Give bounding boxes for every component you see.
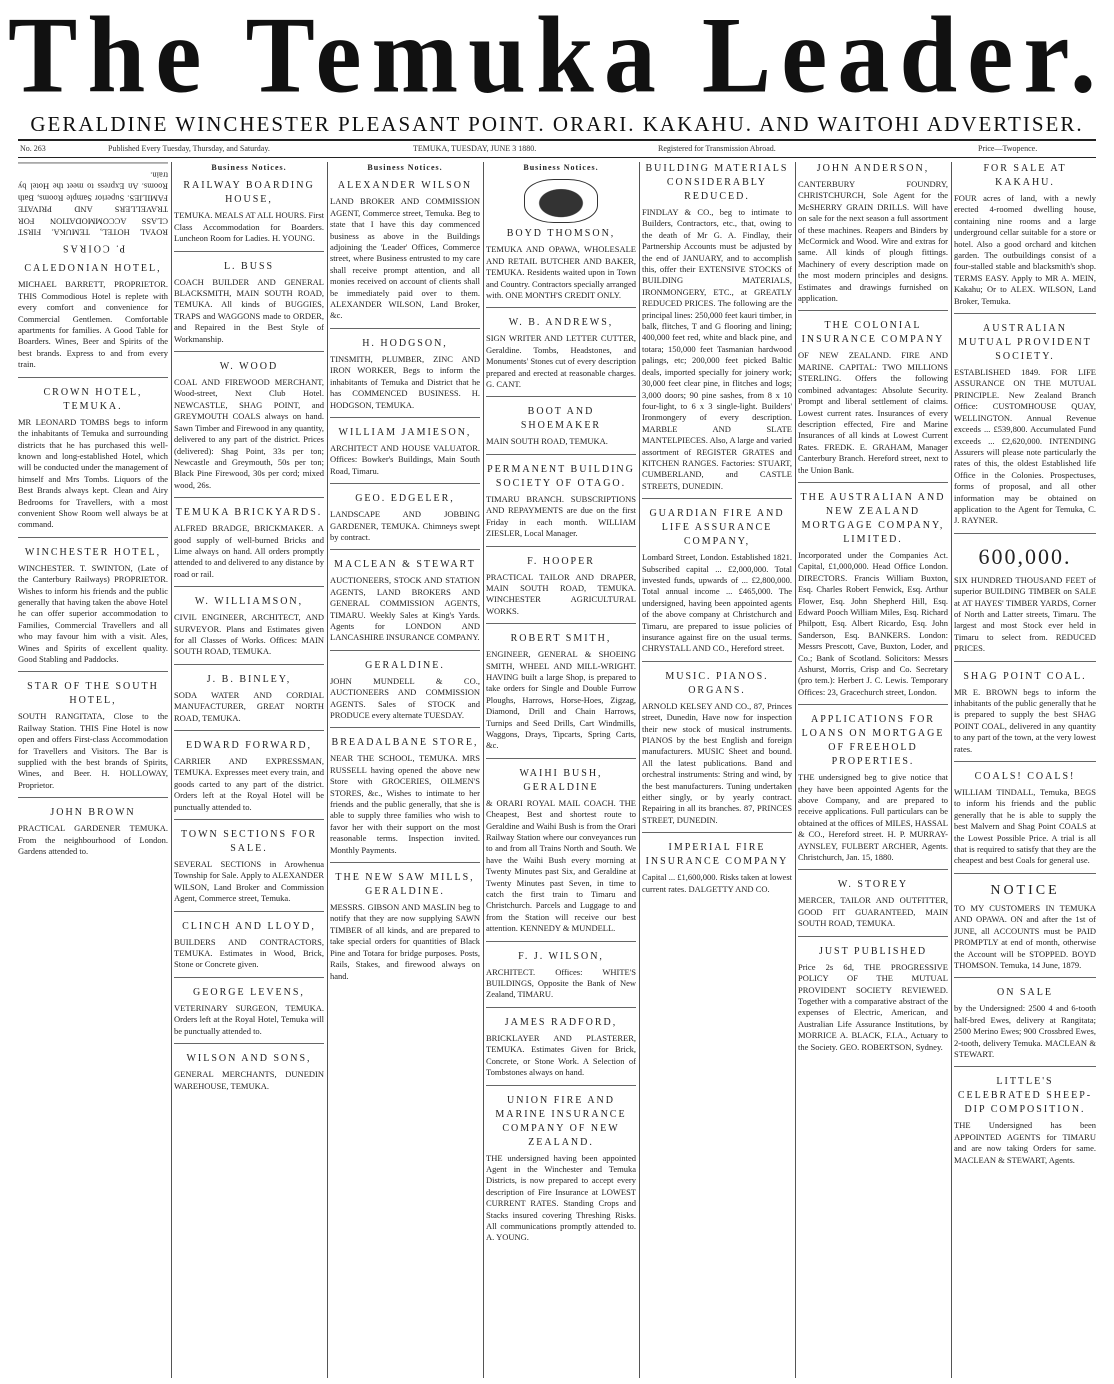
advertisement-title: SHAG POINT COAL.	[963, 670, 1087, 682]
advertisement	[798, 945, 948, 1059]
advertisement-title: UNION FIRE AND MARINE INSURANCE COMPANY OF NEW ZEALAND.	[495, 1094, 627, 1148]
advertisement-body: TEMUKA. MEALS AT ALL HOURS. First Class Accommodation for Boarders. Luncheon Room for Ladies. H. YOUNG.	[174, 210, 324, 244]
advertisement	[174, 179, 324, 251]
masthead-rule-top	[18, 139, 1096, 141]
advertisement	[174, 506, 324, 587]
advertisement	[18, 262, 168, 377]
advertisement-title: GERALDINE.	[365, 659, 445, 671]
advertisement-body: TO MY CUSTOMERS IN TEMUKA AND OPAWA. ON and after the 1st of JUNE, all ACCOUNTS must be PAID PROMPTLY at end of month, otherwise the Account will be STOPPED. BOYD THOMSON. Temuka, 14 June, 1879.	[954, 902, 1096, 970]
advertisement-title: H. HODGSON,	[362, 337, 448, 349]
column-6	[798, 162, 948, 1378]
advertisement-title: WILLIAM JAMIESON,	[338, 426, 472, 438]
advertisement-body: BUILDERS AND CONTRACTORS, TEMUKA. Estimates in Wood, Brick, Stone or Concrete given.	[174, 936, 324, 970]
advertisement-body: MAIN SOUTH ROAD, TEMUKA.	[486, 436, 608, 447]
section-header: Business Notices.	[367, 163, 443, 172]
advertisement	[798, 713, 948, 870]
advertisement	[486, 463, 636, 547]
ox-illustration-icon	[524, 179, 598, 223]
advertisement-title: W. WILLIAMSON,	[194, 596, 304, 608]
advertisement-title: APPLICATIONS FOR LOANS ON MORTGAGE OF FREEHOLD PROPERTIES.	[801, 714, 945, 768]
advertisement-title: TOWN SECTIONS FOR SALE.	[180, 829, 318, 855]
section-header: Business Notices.	[523, 163, 599, 172]
advertisement-title: BOYD THOMSON,	[506, 228, 616, 240]
advertisement-body: SOUTH RANGITATA, Close to the Railway Station. THIS Fine Hotel is now open and offers First-class Accommodation for Travellers and Visitors. The Bar is supplied with the best brands of Spirits, Wines, and Beer. H. HOLLOWAY, Proprietor.	[18, 711, 168, 790]
advertisement-body: PRACTICAL GARDENER TEMUKA. From the neighbourhood of London. Gardens attended to.	[18, 823, 168, 857]
advertisement-body: ESTABLISHED 1849. FOR LIFE ASSURANCE ON THE MUTUAL PRINCIPLE. New Zealand Branch Office: CUSTOMHOUSE QUAY, WELLINGTON. Annual Revenue exceeds ... £539,800. Accumulated Fund exceeds ... £2,620,000. INTENDING Assurers will please note particularly the rates of this, the oldest Established life Office in the Colonies. Prospectuses, forms of proposal, and all other information may be obtained on application to the Agent for Temuka, C. J. RAYNER.	[954, 367, 1096, 526]
advertisement-title: PERMANENT BUILDING SOCIETY OF OTAGO.	[487, 463, 635, 489]
advertisement-title: BREADALBANE STORE,	[331, 737, 479, 749]
advertisement	[486, 179, 636, 308]
advertisement-body: SIX HUNDRED THOUSAND FEET of superior BUILDING TIMBER on SALE at AT HAYES' TIMBER YARDS, Corner of North and Latter streets, Timaru. The largest and most Stock ever held in Timaru to select from. REDUCED PRICES.	[954, 574, 1096, 654]
advertisement-title: W. WOOD	[219, 361, 279, 373]
advertisement-body: THE undersigned having been appointed Agent in the Winchester and Temuka Districts, is now prepared to accept every description of Fire Insurance at LOWEST CURRENT RATES. Standing Crops and Stacks insured covering Threshing Risks. All communications promptly attended to. A. YOUNG.	[486, 1152, 636, 1243]
newspaper-subtitle: GERALDINE WINCHESTER PLEASANT POINT. ORARI. KAKAHU. AND WAITOHI ADVERTISER.	[30, 112, 1084, 136]
advertisement-title: WINCHESTER HOTEL,	[24, 546, 162, 558]
advertisement	[330, 871, 480, 988]
advertisement	[174, 986, 324, 1044]
newspaper-title: The Temuka Leader.	[8, 0, 1106, 116]
advertisement	[330, 337, 480, 418]
advertisement-title: THE COLONIAL INSURANCE COMPANY	[801, 320, 945, 346]
registration-note: Registered for Transmission Abroad.	[658, 144, 776, 153]
advertisement-body: FINDLAY & CO., beg to intimate to Builders, Contractors, etc., that, owing to the death of Mr G. A. Findlay, their Partnership Accounts must be adjusted by the end of JANUARY, and to accomplish this, offer their EXTENSIVE STOCKS of BUILDING MATERIALS, IRONMONGERY, ETC., at GREATLY REDUCED PRICES. The following are the principal lines: 250,000 feet kauri timber, in balk, flitches, T and G flooring and lining; 400,000 feet red, white and black pine, and totara; 150,000 feet Tasmanian hardwood palings, etc; 200,000 feet picked Baltic deals, imported specially for joinery work; 30,000 feet clear pine, in flitches and logs; 3,000 doors; 90 pine sashes, from 8 x 10 four-light, to 6 x 3 single-light. Builders' Ironmongery of every description. MARBLE AND SLATE MANTELPIECES. Also, A large and varied assortment of REGISTER GRATES and KITCHEN RANGES. Factories: STUART, CUMBERLAND, and CASTLE STREETS, DUNEDIN.	[642, 207, 792, 491]
advertisement-title: GEO. EDGELER,	[355, 493, 455, 505]
advertisement-title: BOOT AND SHOEMAKER	[520, 406, 602, 432]
advertisement	[330, 179, 480, 328]
advertisement-title: THE NEW SAW MILLS, GERALDINE.	[335, 872, 475, 898]
advertisement	[174, 260, 324, 352]
advertisement-title: JAMES RADFORD,	[504, 1016, 618, 1028]
advertisement-body: COAL AND FIREWOOD MERCHANT, Wood-street, Next Club Hotel. NEWCASTLE, SHAG POINT, and GREYMOUTH COALS always on hand. Sawn Timber and Firewood in any quantity, delivered to any part of the district. Prices (delivered): Shag Point, 33s per ton; Newcastle and Greymouth, 50s per ton; Black Pine Firewood, 30s per cord; mixed wood, 26s.	[174, 377, 324, 490]
advertisement	[174, 595, 324, 665]
advertisement-title: IMPERIAL FIRE INSURANCE COMPANY	[645, 842, 789, 868]
advertisement-body: JOHN MUNDELL & CO., AUCTIONEERS AND COMMISSION AGENTS. Sales of STOCK and PRODUCE every alternate TUESDAY.	[330, 675, 480, 720]
advertisement-body: Incorporated under the Companies Act. Capital, £1,000,000. Head Office London. DIRECTORS. Francis William Buxton, Esq. Charles Robert Fenwick, Esq. Arthur Flower, Esq. John Shepherd Hill, Esq. Edward Pooch William Miles, Esq. Richard Philpott, Esq. Albert Ricardo, Esq. John Sanderson, Esq. BANKERS. London: Messrs Prescott, Cave, Buxton, Loder, and Co.; Bank of Scotland. Solicitors: Messrs Ashurst, Morris, Crisp and Co. Secretary (pro tem.): Herbert J. C. Lewis. Temporary Offices: 23, Gracechurch street, London.	[798, 549, 948, 697]
advertisement-title: NOTICE	[990, 882, 1060, 898]
column-3	[330, 162, 480, 1378]
advertisement-title: MACLEAN & STEWART	[334, 559, 476, 571]
advertisement	[486, 767, 636, 942]
advertisement	[330, 736, 480, 863]
advertisement-body: MR LEONARD TOMBS begs to inform the inhabitants of Temuka and surrounding districts that he has purchased this well-known and long-established Hotel, which will be conducted under the management of himself and Mrs Tombs. Liquors of the Best Brands always kept. Clean and Airy Bedrooms for Travellers, with a most convenient Show Room well always be at command.	[18, 416, 168, 530]
advertisement-title: JOHN ANDERSON,	[816, 163, 930, 174]
advertisement-body: WILLIAM TINDALL, Temuka, BEGS to inform his friends and the public generally that he is able to supply the best Malvern and Shag Point COALS at the Lowest Possible Price. A trial is all that is required to satisfy that they are the cheapest and best Coals for general use.	[954, 787, 1096, 866]
advertisement	[174, 828, 324, 912]
advertisement	[954, 542, 1096, 662]
advertisement-body: CIVIL ENGINEER, ARCHITECT, AND SURVEYOR. Plans and Estimates given for all Classes of Works. Offices: MAIN SOUTH ROAD, TEMUKA.	[174, 612, 324, 657]
advertisement-body: TINSMITH, PLUMBER, ZINC AND IRON WORKER, Begs to inform the inhabitants of Temuka and District that he has COMMENCED BUSINESS. H. HODGSON, TEMUKA.	[330, 353, 480, 410]
advertisement-body: LAND BROKER AND COMMISSION AGENT, Commerce street, Temuka. Beg to state that I have this day commenced business as above in the Buildings adjoining the 'Leader' Offices, Commerce street, where Business entrusted to my care shall receive prompt attention, and all monies received on account of clients shall be immediately paid over to them. ALEXANDER WILSON, Land Broker, &c.	[330, 196, 480, 321]
advertisement-body: GENERAL MERCHANTS, DUNEDIN WAREHOUSE, TEMUKA.	[174, 1069, 324, 1091]
column-5	[642, 162, 792, 1378]
advertisement	[18, 546, 168, 673]
advertisement-body: ENGINEER, GENERAL & SHOEING SMITH, WHEEL AND MILL-WRIGHT. HAVING built a large Shop, is prepared to take orders for Single and Double Furrow Ploughs, Harrows, Horse-Hoes, Zigzag, Diamond, Drill and Chain Harrows, Turnips and Seed Drills, Cart Windmills, Waggons, Drays, Tipcarts, Spring Carts, &c.	[486, 649, 636, 751]
advertisement-title: FOR SALE AT KAKAHU.	[983, 163, 1067, 188]
advertisement-title: ON SALE	[997, 987, 1053, 999]
advertisement-title: CROWN HOTEL, TEMUKA.	[43, 386, 143, 412]
advertisement-body: TIMARU BRANCH. SUBSCRIPTIONS AND REPAYMENTS are due on the first Friday in each month. WILLIAM ZIESLER, Local Manager.	[486, 493, 636, 539]
advertisement-title: WILSON AND SONS,	[186, 1053, 312, 1065]
masthead-rule-bottom	[18, 157, 1096, 158]
advertisement	[486, 950, 636, 1008]
advertisement-body: COACH BUILDER AND GENERAL BLACKSMITH, MAIN SOUTH ROAD, TEMUKA. All kinds of BUGGIES, TRAPS and WAGGONS made to ORDER, and Repaired in the Best Style of Workmanship.	[174, 276, 324, 344]
advertisement	[798, 162, 948, 311]
advertisement-title: ALEXANDER WILSON	[337, 180, 473, 192]
advertisement	[798, 878, 948, 936]
advertisement-title: MUSIC. PIANOS. ORGANS.	[665, 670, 769, 696]
advertisement	[174, 360, 324, 498]
advertisement	[486, 316, 636, 397]
advertisement-title: RAILWAY BOARDING HOUSE,	[183, 180, 315, 206]
advertisement-body: Capital ... £1,600,000. Risks taken at lowest current rates. DALGETTY AND CO.	[642, 872, 792, 894]
advertisement-title: ROBERT SMITH,	[510, 633, 612, 645]
advertisement-title: WAIHI BUSH, GERALDINE	[519, 767, 603, 793]
advertisement-title: EDWARD FORWARD,	[185, 740, 313, 751]
advertisement-body: AUCTIONEERS, STOCK AND STATION AGENTS, LAND BROKERS AND GENERAL COMMISSION AGENTS, TIMARU. Weekly Sales at King's Yards. Agents for LONDON AND LANCASHIRE INSURANCE COMPANY.	[330, 575, 480, 643]
advertisement-body: & ORARI ROYAL MAIL COACH. THE Cheapest, Best and shortest route to Geraldine and Waihi Bush is from the Orari Railway Station where our conveyances run to and from all Trains North and South. We have the Waihi Bush every morning at Twenty Minutes past Six, and Geraldine at Twenty Minutes past Seven, in time to catch the first train to Timaru and Christchurch. Parcels and Luggage to and from the Station will receive our best attention. KENNEDY & MUNDELL.	[486, 797, 636, 934]
advertisement-body: PRACTICAL TAILOR AND DRAPER, MAIN SOUTH ROAD, TEMUKA. WINCHESTER AGRICULTURAL WORKS.	[486, 571, 636, 616]
column-1	[18, 162, 168, 1378]
advertisement	[642, 507, 792, 662]
advertisement-body: MR E. BROWN begs to inform the inhabitants of the public generally that he is prepared to supply the best SHAG POINT COAL, delivered in any quantity to any part of the town, at the very lowest rates.	[954, 686, 1096, 754]
advertisement	[954, 770, 1096, 874]
column-divider	[171, 162, 172, 1378]
advertisement-body: ROYAL HOTEL, TEMUKA. FIRST CLASS ACCOMMODATION FOR TRAVELLERS AND PRIVATE FAMILIES. Superior Sample Rooms, Bath Rooms. An Express to meet the Hotel by train.	[18, 170, 168, 238]
advertisement-body: NEAR THE SCHOOL, TEMUKA. MRS RUSSELL having opened the above new Store with GROCERIES, OILMEN'S STORES, &c., Wishes to intimate to her friends and the public generally, that she is able to supply three families who wish to favor her with their support on the most reasonable terms. Inspection invited. Monthly Payments.	[330, 753, 480, 855]
newspaper-columns	[18, 162, 1096, 1378]
advertisement	[330, 659, 480, 729]
advertisement	[330, 426, 480, 484]
advertisement-body: ARNOLD KELSEY AND CO., 87, Princes street, Dunedin, Have now for inspection their new stock of musical instruments. PIANOS by the best English and foreign manufacturers. MUSIC Sheet and bound. All the latest publications. Band and orchestral instruments: String and wind, by the best manufacturers. Tuning undertaken either singly, or by yearly contract. Repairing in all its branches. 87, PRINCES STREET, DUNEDIN.	[642, 700, 792, 825]
advertisement	[642, 670, 792, 833]
advertisement	[954, 162, 1096, 314]
advertisement-body: MICHAEL BARRETT, PROPRIETOR. THIS Commodious Hotel is replete with every comfort and convenience for Commercial Gentlemen. Comfortable apartments for families. A Good Table for Boarders. Wines, Beer and Spirits of the best brands. Express to and from every train.	[18, 279, 168, 370]
advertisement-title: 600,000.	[978, 543, 1072, 569]
advertisement-title: BUILDING MATERIALS CONSIDERABLY REDUCED.	[645, 163, 789, 202]
column-divider	[639, 162, 640, 1378]
advertisement	[18, 386, 168, 538]
advertisement-body: MERCER, TAILOR AND OUTFITTER, GOOD FIT GUARANTEED, MAIN SOUTH ROAD, TEMUKA.	[798, 895, 948, 929]
advertisement-title: W. B. ANDREWS,	[508, 317, 614, 329]
advertisement-title: CLINCH AND LLOYD,	[182, 920, 316, 932]
advertisement-title: GEORGE LEVENS,	[193, 986, 305, 998]
advertisement-title: JUST PUBLISHED	[818, 945, 928, 957]
advertisement	[954, 1075, 1096, 1172]
section-header: Business Notices.	[211, 163, 287, 172]
advertisement	[486, 1094, 636, 1250]
advertisement	[18, 806, 168, 863]
advertisement	[174, 673, 324, 731]
advertisement-body: THE undersigned beg to give notice that they have been appointed Agents for the above Company, and are prepared to receive applications. Full particulars can be obtained at the offices of MILES, HASSAL & CO., Hereford street. H. P. MURRAY-AYNSLEY, FULBERT ARCHER, Agents. Christchurch, Jan. 15, 1880.	[798, 772, 948, 863]
advertisement-body: WINCHESTER. T. SWINTON, (Late of the Canterbury Railways) PROPRIETOR. Wishes to inform his friends and the public generally that having taken the above Hotel he can offer superior accommodation to Families, Commercial Travellers and all who may favour him with a visit. Ales, Wines and Spirits of excellent quality. Good Stabling and Paddocks.	[18, 562, 168, 664]
advertisement-body: SIGN WRITER AND LETTER CUTTER, Geraldine. Tombs, Headstones, and Monuments' Stones cut of every description prepared and erected at reasonable charges. G. CANT.	[486, 333, 636, 390]
advertisement-title: L. BUSS	[223, 260, 275, 272]
advertisement	[486, 405, 636, 454]
advertisement	[174, 920, 324, 978]
advertisement-body: CANTERBURY FOUNDRY, CHRISTCHURCH, Sole Agent for the McSHERRY GRAIN DRILLS. Will have on sale for the next season a full assortment of these machines. Reapers and Binders by McCormick and Wood. Wire and extras for same. All kinds of plough fittings. Machinery of every description made on the most modern principles and designs. Estimates and drawings furnished on application.	[798, 179, 948, 304]
advertisement-body: CARRIER AND EXPRESSMAN, TEMUKA. Expresses meet every train, and goods carted to any part of the district. Orders left at the Royal Hotel will be punctually attended to.	[174, 756, 324, 812]
advertisement-title: W. STOREY	[837, 879, 909, 891]
advertisement-body: LANDSCAPE AND JOBBING GARDENER, TEMUKA. Chimneys swept by contract.	[330, 509, 480, 542]
advertisement	[642, 841, 792, 901]
advertisement	[330, 558, 480, 650]
advertisement-title: P. COIRAS	[60, 242, 126, 254]
advertisement	[486, 555, 636, 625]
advertisement-title: LITTLE'S CELEBRATED SHEEP-DIP COMPOSITION.	[957, 1076, 1093, 1116]
advertisement	[18, 162, 168, 254]
advertisement	[174, 739, 324, 820]
advertisement	[798, 491, 948, 705]
advertisement-title: AUSTRALIAN MUTUAL PROVIDENT SOCIETY.	[958, 323, 1092, 363]
advertisement	[486, 632, 636, 759]
masthead	[0, 0, 1114, 158]
advertisement-body: FOUR acres of land, with a newly erected 4-roomed dwelling house, containing nine rooms and a large underground cellar suitable for a store or hotel. Also a good orchard and kitchen garden. The outbuildings consist of a four-stalled stable and blacksmith's shop. TERMS EASY. Apply to MR A. MEIN, Kakahu; Or to ALEX. WILSON, Land Broker, Temuka.	[954, 193, 1096, 306]
advertisement-title: TEMUKA BRICKYARDS.	[175, 507, 323, 519]
advertisement	[18, 680, 168, 798]
publication-schedule: Published Every Tuesday, Thursday, and Saturday.	[108, 144, 270, 153]
advertisement-title: JOHN BROWN	[50, 807, 136, 819]
advertisement-body: VETERINARY SURGEON, TEMUKA. Orders left at the Royal Hotel, Temuka will be punctually attended to.	[174, 1002, 324, 1036]
advertisement-title: F. J. WILSON,	[518, 950, 604, 962]
advertisement-body: ALFRED BRADGE, BRICKMAKER. A good supply of well-burned Bricks and Lime always on hand. All orders promptly attended to and delivered to any distance by road or rail.	[174, 523, 324, 579]
advertisement	[954, 986, 1096, 1067]
column-4	[486, 162, 636, 1378]
advertisement-body: ARCHITECT. Offices: WHITE'S BUILDINGS, Opposite the Bank of New Zealand, TIMARU.	[486, 966, 636, 1000]
advertisement-title: THE AUSTRALIAN AND NEW ZEALAND MORTGAGE COMPANY, LIMITED.	[800, 491, 946, 545]
column-7	[954, 162, 1096, 1378]
advertisement-title: GUARDIAN FIRE AND LIFE ASSURANCE COMPANY,	[649, 508, 785, 548]
advertisement	[330, 492, 480, 550]
advertisement-body: SODA WATER AND CORDIAL MANUFACTURER, GREAT NORTH ROAD, TEMUKA.	[174, 689, 324, 723]
advertisement-body: OF NEW ZEALAND. FIRE AND MARINE. CAPITAL: TWO MILLIONS STERLING. Offers the following combined advantages: Absolute Security. Prompt and liberal settlement of claims. Lowest current rates. Insurances of every description effected, Fire and Marine Insurances of all kinds at Lowest Current Rates. FREDK. E. GRAHAM, Manager Canterbury Branch. Hereford street, next to the Union Bank.	[798, 350, 948, 475]
issue-number: No. 263	[20, 144, 46, 153]
column-divider	[483, 162, 484, 1378]
advertisement	[486, 1016, 636, 1086]
advertisement	[954, 670, 1096, 762]
advertisement-title: STAR OF THE SOUTH HOTEL,	[27, 681, 159, 707]
advertisement	[642, 162, 792, 499]
column-2	[174, 162, 324, 1378]
advertisement-body: BRICKLAYER AND PLASTERER, TEMUKA. Estimates Given for Brick, Concrete, or Stone Work. A Selection of Tombstones always on hand.	[486, 1032, 636, 1078]
advertisement-body: TEMUKA AND OPAWA, WHOLESALE AND RETAIL BUTCHER AND BAKER, TEMUKA. Residents waited upon in Town and Country. Contractors specially arranged with. ONE MONTH'S CREDIT ONLY.	[486, 244, 636, 301]
advertisement-title: F. HOOPER	[527, 555, 595, 567]
advertisement-title: J. B. BINLEY,	[206, 673, 292, 685]
price: Price—Twopence.	[978, 144, 1038, 153]
advertisement-body: by the Undersigned: 2500 4 and 6-tooth half-bred Ewes, delivery at Rangitata; 2500 Merino Ewes; 900 Crossbred Ewes, 2-tooth, delivery Temuka. MACLEAN & STEWART.	[954, 1003, 1096, 1059]
advertisement-body: SEVERAL SECTIONS in Arowhenua Township for Sale. Apply to ALEXANDER WILSON, Land Broker and Commission Agent, Commerce street, Temuka.	[174, 859, 324, 904]
advertisement	[798, 319, 948, 482]
advertisement-body: MESSRS. GIBSON AND MASLIN beg to notify that they are now supplying SAWN TIMBER of all kinds, and are prepared to take special orders for quantities of Black Pine and Totara for bridge purposes. Posts, Rails, Stakes, and firewood always on hand.	[330, 902, 480, 981]
advertisement	[174, 1052, 324, 1098]
advertisement-title: COALS! COALS!	[974, 771, 1076, 783]
advertisement	[954, 882, 1096, 978]
advertisement-body: Price 2s 6d, THE PROGRESSIVE POLICY OF THE MUTUAL PROVIDENT SOCIETY REVIEWED. Together with a comparative abstract of the expenses of Electric, American, and Australian Life Assurance Institutions, by MORRICE A. BLACK, F.I.A., Actuary to the Society. GEO. ROBERTSON, Sydney.	[798, 961, 948, 1052]
issue-date: TEMUKA, TUESDAY, JUNE 3 1880.	[413, 144, 537, 153]
advertisement-title: CALEDONIAN HOTEL,	[24, 263, 162, 275]
column-divider	[327, 162, 328, 1378]
advertisement-body: Lombard Street, London. Established 1821. Subscribed capital ... £2,000,000. Total invested funds, upwards of ... £2,800,000. Total annual income ... £465,000. The undersigned, having been appointed agents of the above company at Christchurch and Timaru, are prepared to issue policies of insurance against fire on the usual terms. CHRYSTALL AND CO., Hereford street.	[642, 552, 792, 654]
advertisement-body: THE Undersigned has been APPOINTED AGENTS for TIMARU and are now taking Orders for same. MACLEAN & STEWART, Agents.	[954, 1120, 1096, 1165]
advertisement	[954, 322, 1096, 534]
column-divider	[951, 162, 952, 1378]
issue-info-bar	[18, 142, 1096, 156]
advertisement-body: ARCHITECT AND HOUSE VALUATOR. Offices: Bowker's Buildings, Main South Road, Timaru.	[330, 442, 480, 476]
column-divider	[795, 162, 796, 1378]
